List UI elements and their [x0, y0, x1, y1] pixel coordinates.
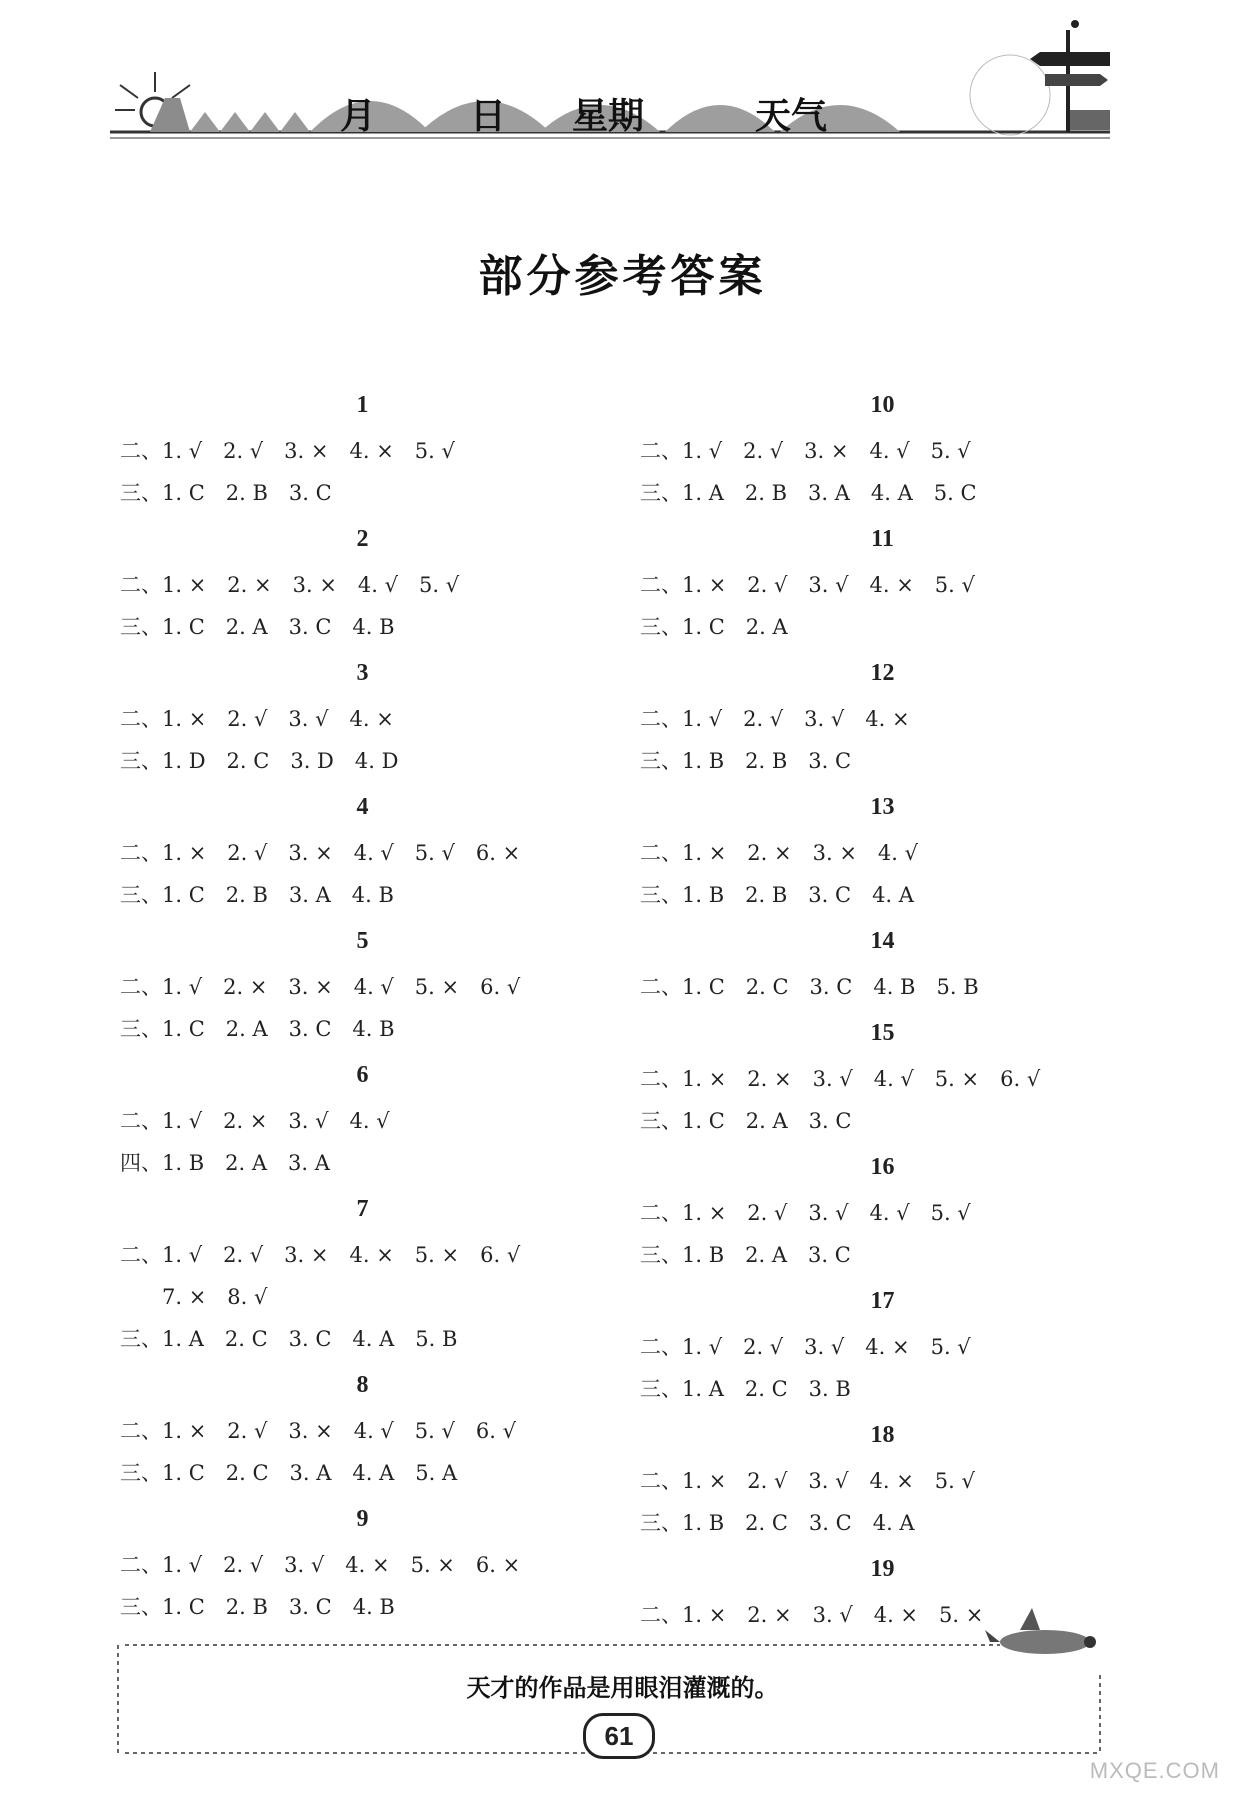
answer-line: 二、1. √ 2. √ 3. × 4. √ 5. √: [640, 439, 971, 463]
section-number: 4: [356, 794, 369, 820]
page-title: 部分参考答案: [478, 251, 767, 302]
answer-line: 7. × 8. √: [162, 1285, 268, 1309]
answer-line: 三、1. A 2. C 3. C 4. A 5. B: [120, 1327, 458, 1351]
answer-section-3: [120, 648, 640, 782]
answer-line: 二、1. × 2. √ 3. √ 4. √ 5. √: [640, 1201, 971, 1225]
answer-column-left: [120, 380, 640, 1628]
answer-section-10: [640, 380, 1160, 514]
page-number: 61: [583, 1713, 655, 1759]
section-number: 14: [870, 928, 895, 954]
answer-line: 三、1. C 2. A 3. C: [640, 1109, 852, 1133]
answer-line: 三、1. B 2. B 3. C: [640, 749, 852, 773]
answer-line: 三、1. D 2. C 3. D 4. D: [120, 749, 399, 773]
section-number: 2: [356, 526, 369, 552]
answer-line: 二、1. × 2. × 3. √ 4. × 5. ×: [640, 1603, 984, 1627]
answer-line: 二、1. × 2. √ 3. √ 4. × 5. √: [640, 1469, 975, 1493]
section-number: 19: [870, 1556, 895, 1582]
section-number: 9: [356, 1506, 369, 1532]
answer-line: 二、1. × 2. × 3. × 4. √: [640, 841, 919, 865]
answer-section-16: [640, 1142, 1160, 1276]
answer-line: 二、1. √ 2. √ 3. √ 4. × 5. × 6. ×: [120, 1553, 521, 1577]
answer-section-13: [640, 782, 1160, 916]
section-number: 7: [356, 1196, 369, 1222]
answer-section-12: [640, 648, 1160, 782]
answer-line: 二、1. √ 2. √ 3. × 4. × 5. × 6. √: [120, 1243, 521, 1267]
header-banner: [0, 0, 1245, 160]
section-number: 13: [870, 794, 895, 820]
answer-line: 三、1. C 2. B 3. C: [120, 481, 332, 505]
answer-section-1: [120, 380, 640, 514]
answer-section-6: [120, 1050, 640, 1184]
header-weekday: 星期: [572, 95, 645, 137]
section-number: 12: [870, 660, 895, 686]
answer-line: 二、1. √ 2. √ 3. √ 4. ×: [640, 707, 910, 731]
answer-line: 二、1. √ 2. √ 3. √ 4. × 5. √: [640, 1335, 971, 1359]
watermark: MXQE.COM: [1089, 1758, 1220, 1783]
answer-section-15: [640, 1008, 1160, 1142]
section-number: 18: [870, 1422, 895, 1448]
answer-column-right: [640, 380, 1160, 1636]
answer-line: 三、1. A 2. C 3. B: [640, 1377, 851, 1401]
airplane-rabbit-icon: [985, 1608, 1096, 1654]
section-number: 1: [356, 392, 369, 418]
section-number: 5: [356, 928, 369, 954]
header-day: 日: [470, 95, 507, 137]
header-month: 月: [340, 95, 377, 137]
answer-section-8: [120, 1360, 640, 1494]
answer-section-5: [120, 916, 640, 1050]
answer-section-17: [640, 1276, 1160, 1410]
section-number: 6: [356, 1062, 369, 1088]
answer-line: 三、1. B 2. B 3. C 4. A: [640, 883, 914, 907]
section-number: 17: [870, 1288, 895, 1314]
answer-line: 二、1. × 2. × 3. √ 4. √ 5. × 6. √: [640, 1067, 1041, 1091]
answer-section-4: [120, 782, 640, 916]
answer-section-11: [640, 514, 1160, 648]
answer-line: 二、1. × 2. × 3. × 4. √ 5. √: [120, 573, 460, 597]
section-number: 3: [356, 660, 369, 686]
answer-section-7: [120, 1184, 640, 1360]
section-number: 8: [356, 1372, 369, 1398]
answer-line: 三、1. A 2. B 3. A 4. A 5. C: [640, 481, 977, 505]
answer-line: 二、1. × 2. √ 3. √ 4. × 5. √: [640, 573, 975, 597]
answer-line: 三、1. C 2. C 3. A 4. A 5. A: [120, 1461, 458, 1485]
answer-section-18: [640, 1410, 1160, 1544]
answer-line: 三、1. B 2. C 3. C 4. A: [640, 1511, 915, 1535]
footer-motto: 天才的作品是用眼泪灌溉的。: [466, 1674, 779, 1702]
answer-line: 三、1. C 2. A: [640, 615, 788, 639]
answer-line: 三、1. C 2. A 3. C 4. B: [120, 615, 395, 639]
answer-line: 三、1. C 2. B 3. C 4. B: [120, 1595, 395, 1619]
section-number: 16: [870, 1154, 895, 1180]
header-weather: 天气: [755, 95, 828, 137]
answer-line: 二、1. √ 2. × 3. √ 4. √: [120, 1109, 390, 1133]
answer-section-14: [640, 916, 1160, 1008]
answer-line: 二、1. √ 2. × 3. × 4. √ 5. × 6. √: [120, 975, 521, 999]
answer-line: 二、1. × 2. √ 3. × 4. √ 5. √ 6. ×: [120, 841, 521, 865]
section-number: 11: [871, 526, 894, 552]
answer-line: 三、1. B 2. A 3. C: [640, 1243, 851, 1267]
section-number: 15: [870, 1020, 895, 1046]
answer-line: 三、1. C 2. A 3. C 4. B: [120, 1017, 395, 1041]
answer-line: 二、1. C 2. C 3. C 4. B 5. B: [640, 975, 979, 999]
answer-line: 二、1. √ 2. √ 3. × 4. × 5. √: [120, 439, 455, 463]
answer-line: 四、1. B 2. A 3. A: [120, 1151, 330, 1175]
section-number: 10: [870, 392, 895, 418]
answer-line: 二、1. × 2. √ 3. × 4. √ 5. √ 6. √: [120, 1419, 516, 1443]
answer-line: 三、1. C 2. B 3. A 4. B: [120, 883, 394, 907]
answer-section-2: [120, 514, 640, 648]
answer-line: 二、1. × 2. √ 3. √ 4. ×: [120, 707, 394, 731]
